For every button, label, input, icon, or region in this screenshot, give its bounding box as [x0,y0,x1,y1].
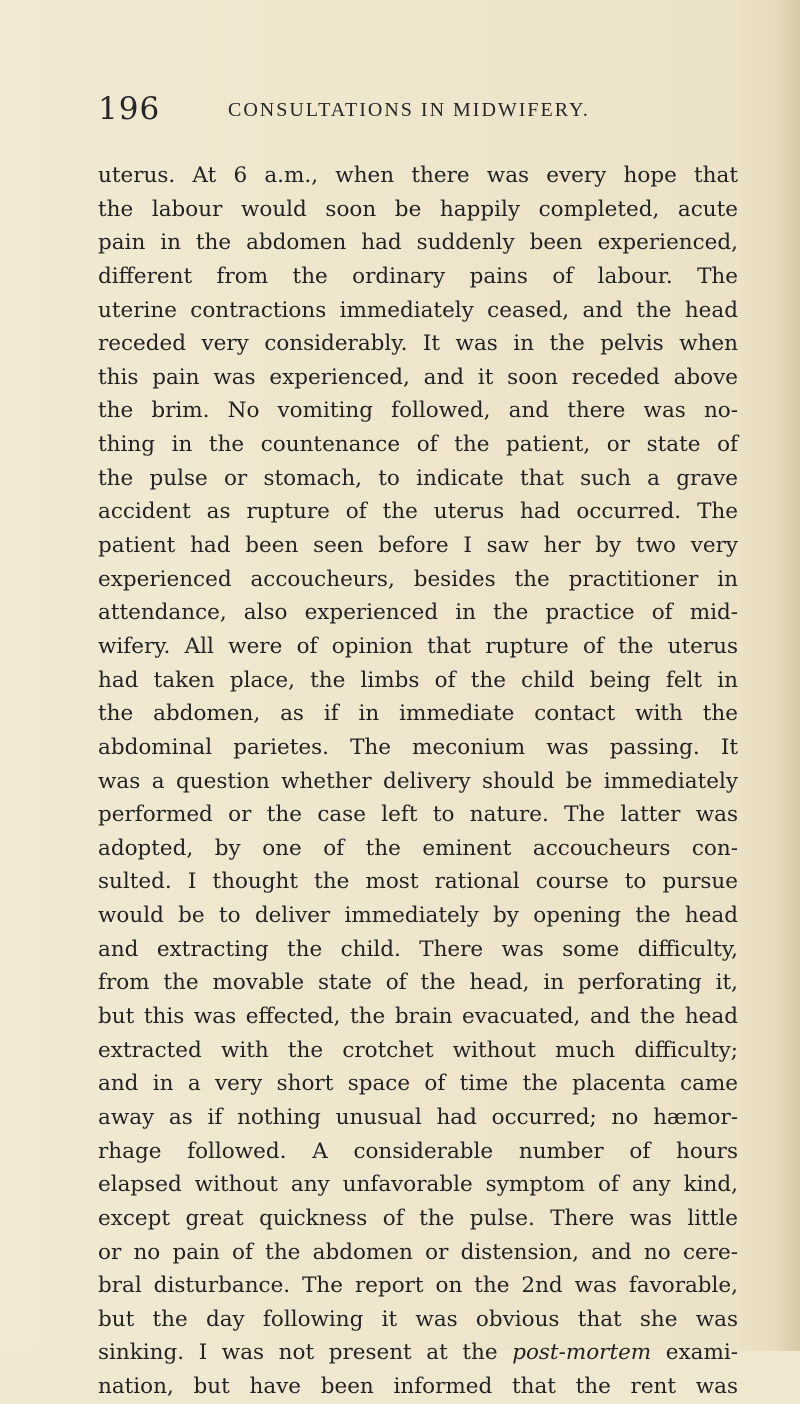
text-line: sulted. I thought the most rational course to pursue [98,869,738,895]
text-line: uterine contractions immediately ceased, and the head [98,297,738,323]
text-line: and extracting the child. There was some difficulty, [98,936,738,962]
text-line: adopted, by one of the eminent accoucheurs con- [98,835,738,861]
text-line-with-italic [98,1336,738,1370]
text-line: pain in the abdomen had suddenly been experienced, [98,230,738,256]
text-line: had taken place, the limbs of the child being felt in [98,667,738,693]
text-line: the brim. No vomiting followed, and there was no- [98,398,738,424]
text-line: performed or the case left to nature. The latter was [98,802,738,828]
text-line: the pulse or stomach, to indicate that such a grave [98,465,738,491]
text-line: patient had been seen before I saw her by two very [98,533,738,559]
text-line: would be to deliver immediately by opening the head [98,903,738,929]
text-line: the labour would soon be happily completed, acute [98,196,738,222]
text-line: bral disturbance. The report on the 2nd was favorable, [98,1273,738,1299]
body-text [98,159,738,1404]
text-line: experienced accoucheurs, besides the practitioner in [98,566,738,592]
page-edge-shadow [774,0,800,1351]
text-line: nation, but have been informed that the rent was [98,1374,738,1400]
text-line: or no pain of the abdomen or distension, and no cere- [98,1239,738,1265]
page-number: 196 [98,91,161,127]
page-header [98,91,718,139]
text-line: different from the ordinary pains of labour. The [98,263,738,289]
text-line: rhage followed. A considerable number of hours [98,1138,738,1164]
text-line: the abdomen, as if in immediate contact with the [98,701,738,727]
text-line: was a question whether delivery should be immediately [98,768,738,794]
text-line: wifery. All were of opinion that rupture of the uterus [98,633,738,659]
italic-phrase: post-mortem [512,1340,652,1366]
text-line: accident as rupture of the uterus had occurred. The [98,499,738,525]
text-line: extracted with the crotchet without much difficulty; [98,1037,738,1063]
text-line: away as if nothing unusual had occurred; no hæmor- [98,1104,738,1130]
running-title: CONSULTATIONS IN MIDWIFERY. [228,99,590,121]
text-segment: sinking. I was not present at the [98,1340,513,1366]
text-line: but the day following it was obvious that she was [98,1306,738,1332]
text-line: abdominal parietes. The meconium was passing. It [98,734,738,760]
text-segment: exami- [651,1340,738,1366]
text-line: elapsed without any unfavorable symptom of any kind, [98,1172,738,1198]
text-line: except great quickness of the pulse. There was little [98,1205,738,1231]
text-line: receded very considerably. It was in the pelvis when [98,331,738,357]
text-line: from the movable state of the head, in perforating it, [98,970,738,996]
text-line: and in a very short space of time the placenta came [98,1071,738,1097]
text-line: thing in the countenance of the patient, or state of [98,432,738,458]
text-line: but this was effected, the brain evacuated, and the head [98,1004,738,1030]
text-line: this pain was experienced, and it soon receded above [98,364,738,390]
text-line: attendance, also experienced in the practice of mid- [98,600,738,626]
text-line: uterus. At 6 a.m., when there was every hope that [98,163,738,188]
